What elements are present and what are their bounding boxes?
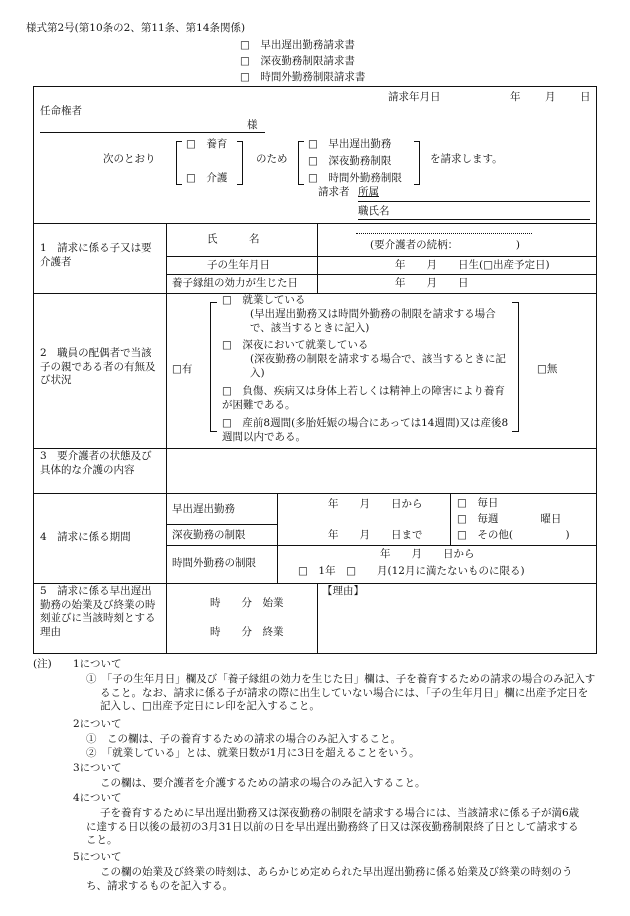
notes-head: (注) <box>33 658 52 670</box>
form-number: 様式第2号(第10条の2、第11条、第14条関係) <box>26 22 246 34</box>
kind-bracket-right <box>414 141 420 185</box>
title-overtime: □ 時間外勤務制限請求書 <box>240 71 366 83</box>
appointer-line <box>40 132 265 133</box>
date-year: 年 <box>510 91 521 103</box>
sama-label: 様 <box>247 119 258 131</box>
purpose-bracket-right <box>237 141 243 185</box>
note2-a: ① この欄は、子の養育するための請求の場合のみ記入すること。 <box>86 733 401 745</box>
sec5-reason: 【理由】 <box>322 585 364 597</box>
note2-b: ② 「就業している」とは、就業日数が1月に3日を超えることをいう。 <box>86 747 420 759</box>
kind-night[interactable]: □ 深夜勤務制限 <box>308 155 392 167</box>
title-night: □ 深夜勤務制限請求書 <box>240 55 355 67</box>
for-label: のため <box>256 153 288 165</box>
note1-head: 1について <box>73 658 122 670</box>
sec4-early-late: 早出遅出勤務 <box>172 503 235 515</box>
sec1-adopt-label: 養子縁組の効力が生じた日 <box>172 277 298 289</box>
note3-head: 3について <box>73 762 122 774</box>
sec5-start[interactable]: 時 分 始業 <box>210 597 284 609</box>
note5-text: この欄の始業及び終業の時刻は、あらかじめ定められた早出遅出勤務に係る始業及び終業の時刻のうち、請求するものを記入する。 <box>86 866 573 892</box>
sec1-name-label: 氏 名 <box>207 233 260 245</box>
sec2-working-note: (早出遅出勤務又は時間外勤務の制限を請求する場合で、該当するときに記入) <box>250 308 496 334</box>
purpose-nurture[interactable]: □ 養育 <box>186 138 228 150</box>
sec3-label: 3 要介護者の状態及び具体的な介護の内容 <box>40 450 152 476</box>
note2-head: 2について <box>73 718 122 730</box>
name-title-line <box>358 219 590 220</box>
sec1-relation[interactable]: (要介護者の続柄： ) <box>370 239 520 251</box>
appointer-label: 任命権者 <box>40 105 82 117</box>
note5-head: 5について <box>73 851 122 863</box>
request-text: を請求します。 <box>430 153 503 165</box>
sec4-ot-period[interactable]: □ 1年 □ 月(12月に満たないものに限る) <box>298 565 525 577</box>
kind-bracket-left <box>298 141 304 185</box>
sec1-birth-value[interactable]: 年 月 日生(□出産予定日) <box>395 259 550 271</box>
sec2-working[interactable]: □ 就業している <box>222 294 306 306</box>
date-day: 日 <box>580 91 591 103</box>
note4-text: 子を養育するために早出遅出勤務又は深夜勤務の制限を請求する場合には、当該請求に係る子が満6歳に達する日以後の最初の3月31日以前の日を早出遅出勤務終了日又は深夜勤務制限終了日として請求すること。 <box>86 807 580 847</box>
spouse-yes-checkbox[interactable]: □有 <box>172 363 193 375</box>
affiliation-line <box>358 201 590 202</box>
freq-weekly[interactable]: □ 毎週 曜日 <box>457 513 562 525</box>
sec2-bracket-right <box>512 302 519 432</box>
kind-early-late[interactable]: □ 早出遅出勤務 <box>308 138 392 150</box>
purpose-bracket-left <box>176 141 182 185</box>
spouse-no-checkbox[interactable]: □無 <box>537 363 558 375</box>
kind-overtime[interactable]: □ 時間外勤務制限 <box>308 172 402 184</box>
sec2-maternity[interactable]: □ 産前8週間(多胎妊娠の場合にあっては14週間)又は産後8週間以内である。 <box>222 417 509 443</box>
sec2-night-working[interactable]: □ 深夜において就業している <box>222 339 369 351</box>
freq-daily[interactable]: □ 毎日 <box>457 497 499 509</box>
name-title-label: 職氏名 <box>358 205 390 217</box>
freq-other[interactable]: □ その他( ) <box>457 529 570 541</box>
sec4-to[interactable]: 年 月 日まで <box>328 529 423 541</box>
purpose-care[interactable]: □ 介護 <box>186 172 228 184</box>
note4-head: 4について <box>73 792 122 804</box>
name-dotted-line <box>356 233 532 234</box>
sec2-bracket-left <box>210 302 217 432</box>
sec5-label: 5 請求に係る早出遅出勤務の始業及び終業の時刻並びに当該時刻とする理由 <box>40 585 156 638</box>
sec2-injury[interactable]: □ 負傷、疾病又は身体上若しくは精神上の障害により養育が困難である。 <box>222 385 505 411</box>
request-date-label: 請求年月日 <box>388 91 441 103</box>
sec4-night: 深夜勤務の制限 <box>172 529 246 541</box>
requester-label: 請求者 <box>318 186 350 198</box>
sec1-label: 1 請求に係る子又は要介護者 <box>40 242 152 268</box>
sec4-label: 4 請求に係る期間 <box>40 531 131 543</box>
sec2-night-note: (深夜勤務の制限を請求する場合で、該当するときに記入) <box>250 353 506 379</box>
sec5-end[interactable]: 時 分 終業 <box>210 626 284 638</box>
sec1-birth-label: 子の生年月日 <box>207 259 270 271</box>
sec4-ot-from[interactable]: 年 月 日から <box>380 548 475 560</box>
as-follows-label: 次のとおり <box>103 153 156 165</box>
affiliation-label: 所属 <box>358 186 379 198</box>
sec4-from[interactable]: 年 月 日から <box>328 498 423 510</box>
title-early-late: □ 早出遅出勤務請求書 <box>240 39 355 51</box>
note1-text: ① 「子の生年月日」欄及び「養子縁組の効力を生じた日」欄は、子を養育するための請求の場合のみ記入すること。なお、請求に係る子が請求の際に出生していない場合には、「子の生年月日」欄に出産予定日を記入し、□出産予定日にレ印を記入すること。 <box>86 673 596 713</box>
sec4-overtime: 時間外勤務の制限 <box>172 557 256 569</box>
date-month: 月 <box>545 91 556 103</box>
note3-text: この欄は、要介護者を介護するための請求の場合のみ記入すること。 <box>100 777 426 789</box>
sec2-label: 2 職員の配偶者で当該子の親である者の有無及び状況 <box>40 347 156 387</box>
sec1-adopt-value[interactable]: 年 月 日 <box>395 277 469 289</box>
